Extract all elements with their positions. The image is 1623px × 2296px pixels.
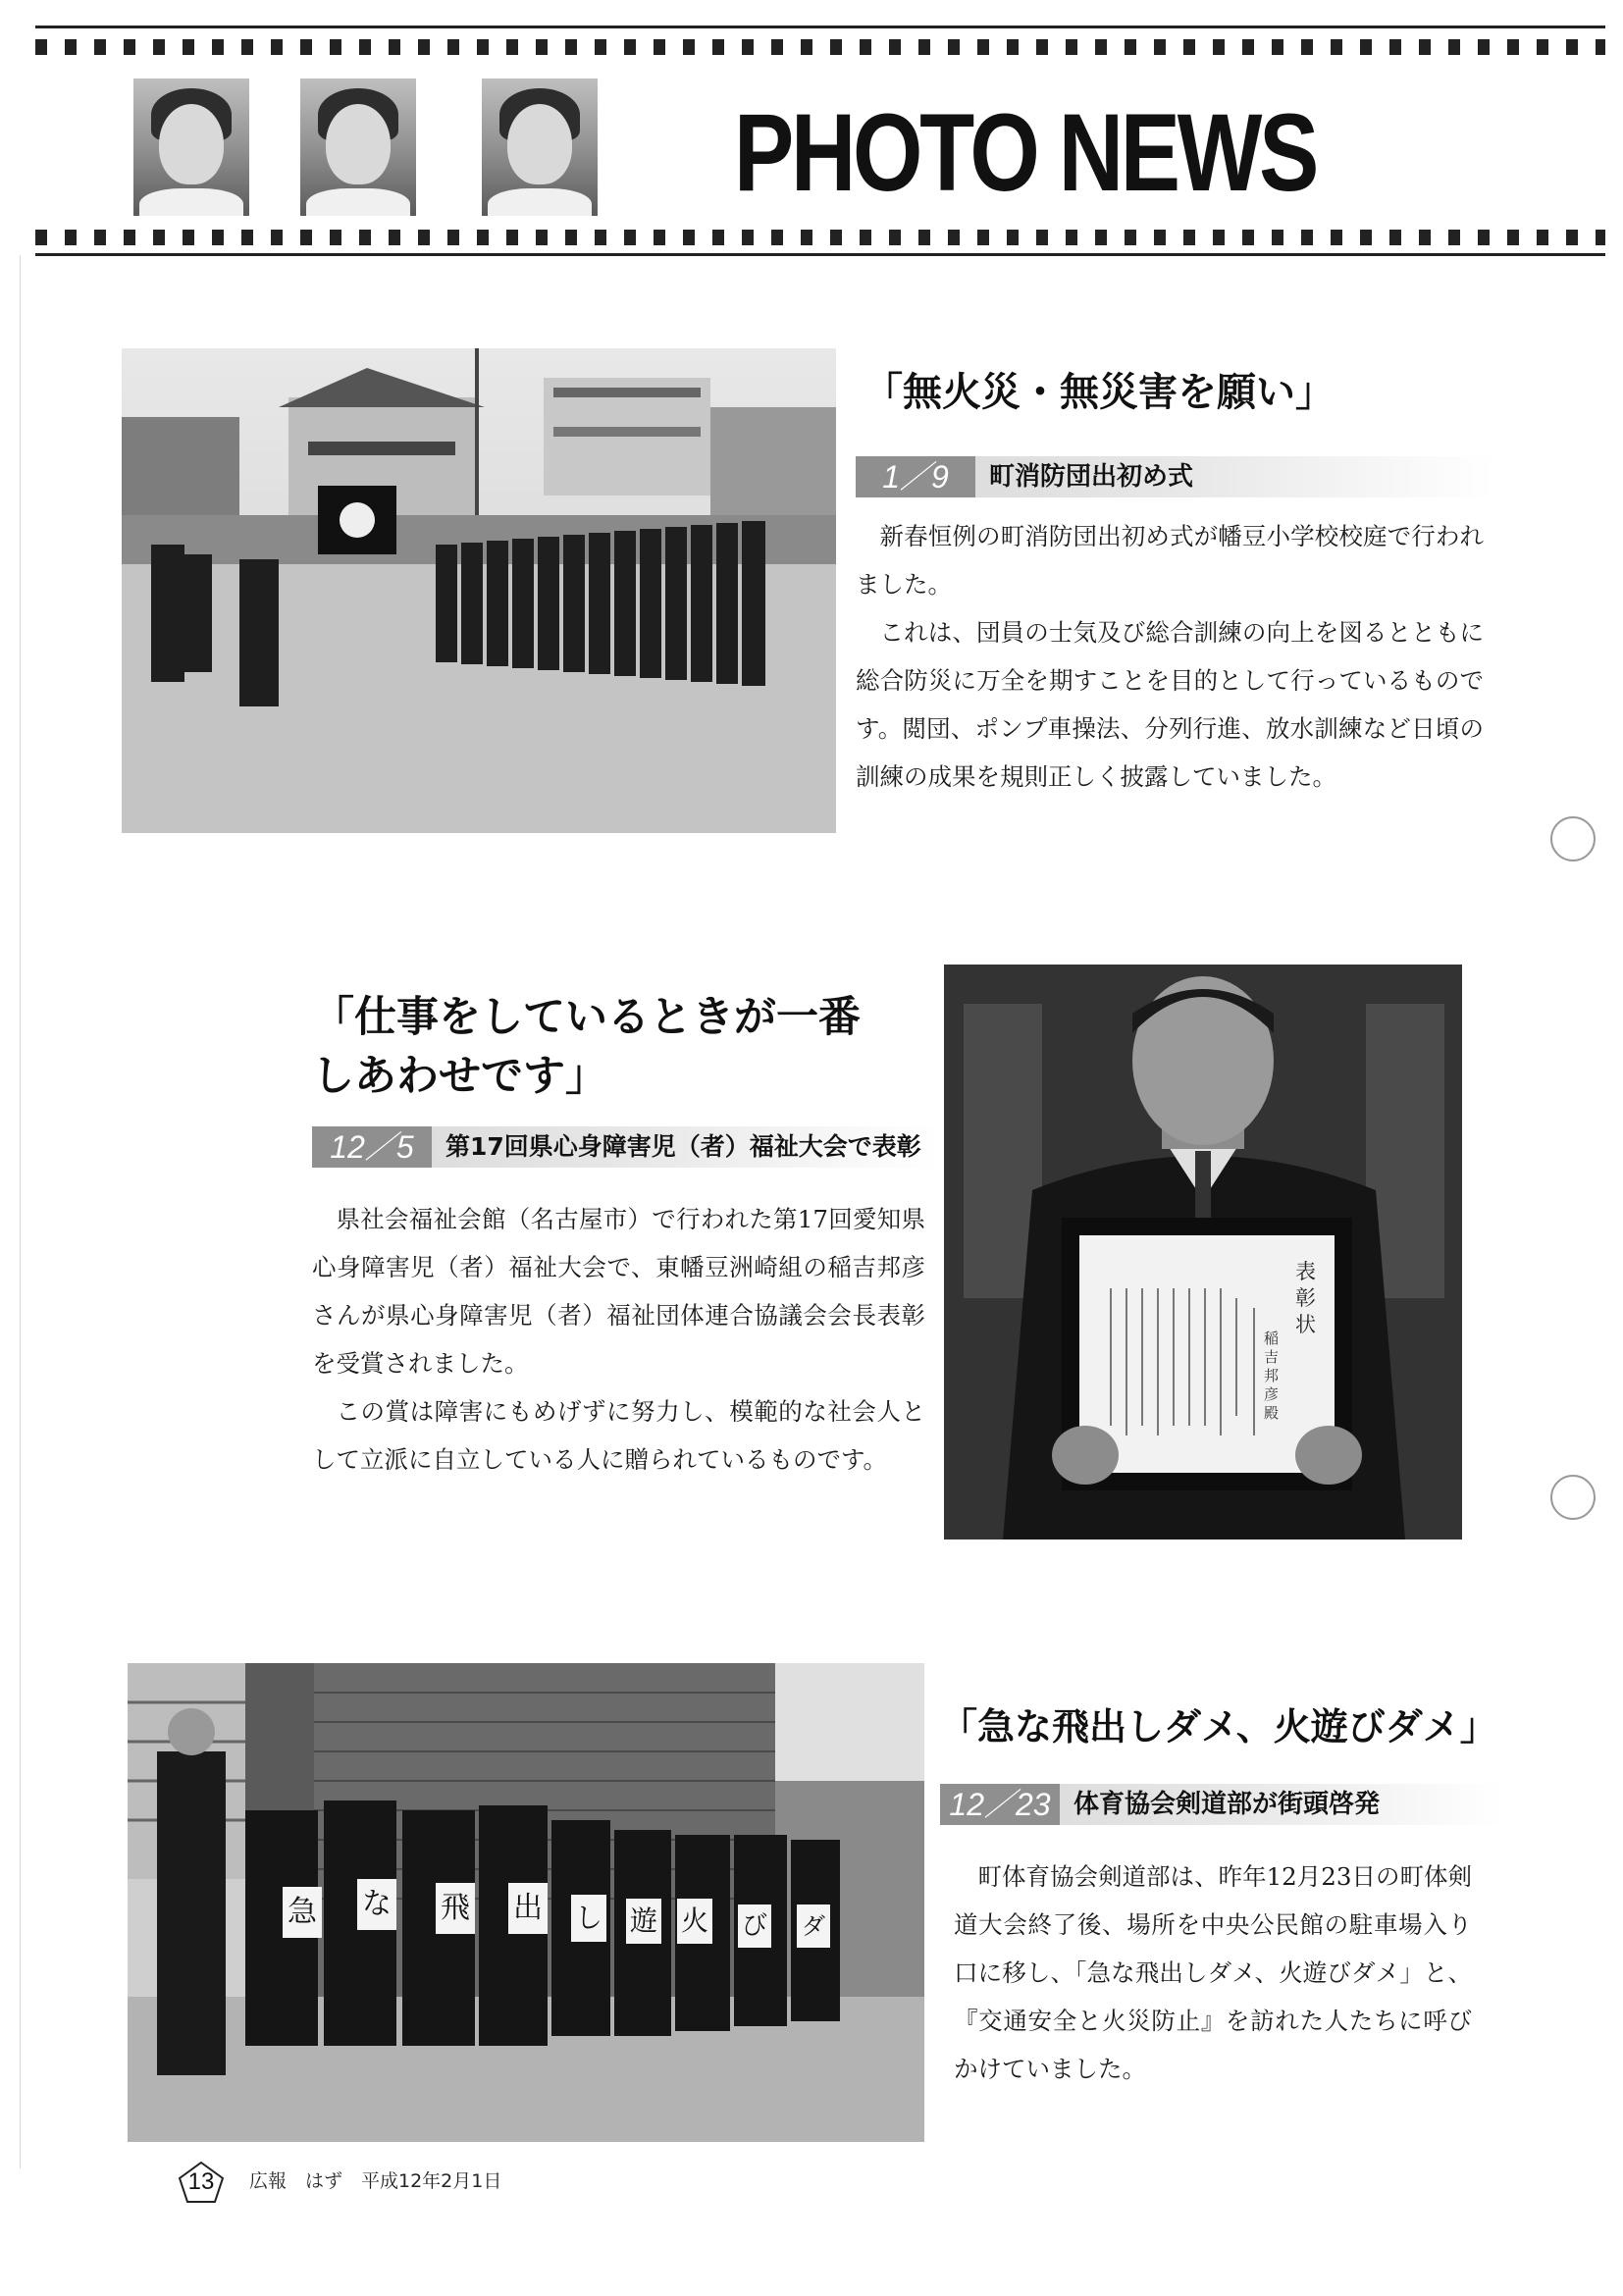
kendo-sign: な bbox=[357, 1879, 396, 1930]
fire-brigade-photo bbox=[122, 348, 836, 833]
article-paragraph: この賞は障害にもめげずに努力し、模範的な社会人として立派に自立している人に贈られているものです。 bbox=[312, 1397, 925, 1474]
kendo-sign: ダ bbox=[797, 1905, 830, 1948]
binder-hole bbox=[1550, 816, 1596, 861]
kendo-sign: 遊 bbox=[626, 1899, 661, 1944]
film-perforations-bottom bbox=[35, 230, 1605, 245]
article-paragraph: 県社会福祉会館（名古屋市）で行われた第17回愛知県心身障害児（者）福祉大会で、東幡豆洲崎組の稲吉邦彦さんが県心身障害児（者）福祉団体連合協議会会長表彰を受賞されました。 bbox=[312, 1205, 925, 1378]
publication-info: 広報 はず 平成12年2月1日 bbox=[249, 2170, 502, 2192]
certificate-title: 表彰状 bbox=[1295, 1260, 1316, 1336]
article-date: 12／23 bbox=[940, 1784, 1060, 1825]
certificate-recipient: 稲吉邦彦殿 bbox=[1264, 1330, 1280, 1422]
kendo-sign: 出 bbox=[508, 1883, 548, 1934]
page-edge-line bbox=[20, 255, 21, 2168]
article-subtitle: 第17回県心身障害児（者）福祉大会で表彰 bbox=[445, 1132, 921, 1161]
kendo-sign: 急 bbox=[283, 1887, 322, 1938]
article-date: 1／9 bbox=[856, 456, 975, 497]
article-body bbox=[856, 512, 1484, 801]
binder-hole bbox=[1550, 1475, 1596, 1520]
child-portrait bbox=[133, 78, 249, 216]
article-date-bar bbox=[856, 456, 1493, 497]
article-headline: 「無火災・無災害を願い」 bbox=[864, 370, 1335, 415]
kendo-sign: び bbox=[738, 1905, 771, 1948]
article-paragraph: 新春恒例の町消防団出初め式が幡豆小学校校庭で行われました。 bbox=[856, 522, 1484, 599]
masthead-title: PHOTO NEWS bbox=[734, 91, 1317, 214]
kendo-sign: 火 bbox=[677, 1899, 712, 1944]
article-body bbox=[954, 1852, 1472, 2093]
kendo-sign: し bbox=[571, 1895, 606, 1942]
article-subtitle: 町消防団出初め式 bbox=[989, 462, 1194, 492]
article-paragraph: 町体育協会剣道部は、昨年12月23日の町体剣道大会終了後、場所を中央公民館の駐車場入り口に移し、「急な飛出しダメ、火遊びダメ」と、『交通安全と火災防止』を訪れた人たちに呼びかけていました。 bbox=[954, 1862, 1472, 2083]
child-portrait bbox=[300, 78, 416, 216]
film-perforations-top bbox=[35, 39, 1605, 55]
article-date-bar bbox=[940, 1784, 1503, 1825]
article-body bbox=[312, 1195, 925, 1484]
page-number-badge bbox=[178, 2161, 225, 2204]
child-portrait bbox=[482, 78, 598, 216]
article-date-bar bbox=[312, 1126, 940, 1168]
award-recipient-photo bbox=[944, 965, 1462, 1539]
kendo-sign: 飛 bbox=[436, 1883, 475, 1934]
film-strip-bottom-line bbox=[35, 253, 1605, 256]
page-number: 13 bbox=[187, 2168, 215, 2195]
article-headline: 「仕事をしているときが一番 しあわせです」 bbox=[312, 993, 861, 1101]
article-paragraph: これは、団員の士気及び総合訓練の向上を図るとともに総合防災に万全を期すことを目的として行っているものです。閲団、ポンプ車操法、分列行進、放水訓練など日頃の訓練の成果を規則正しく披露していました。 bbox=[856, 618, 1484, 791]
article-date: 12／5 bbox=[312, 1126, 432, 1168]
article-subtitle: 体育協会剣道部が街頭啓発 bbox=[1073, 1790, 1381, 1819]
kendo-club-photo bbox=[128, 1663, 924, 2142]
film-strip-top-line bbox=[35, 26, 1605, 28]
article-headline: 「急な飛出しダメ、火遊びダメ」 bbox=[940, 1705, 1497, 1748]
